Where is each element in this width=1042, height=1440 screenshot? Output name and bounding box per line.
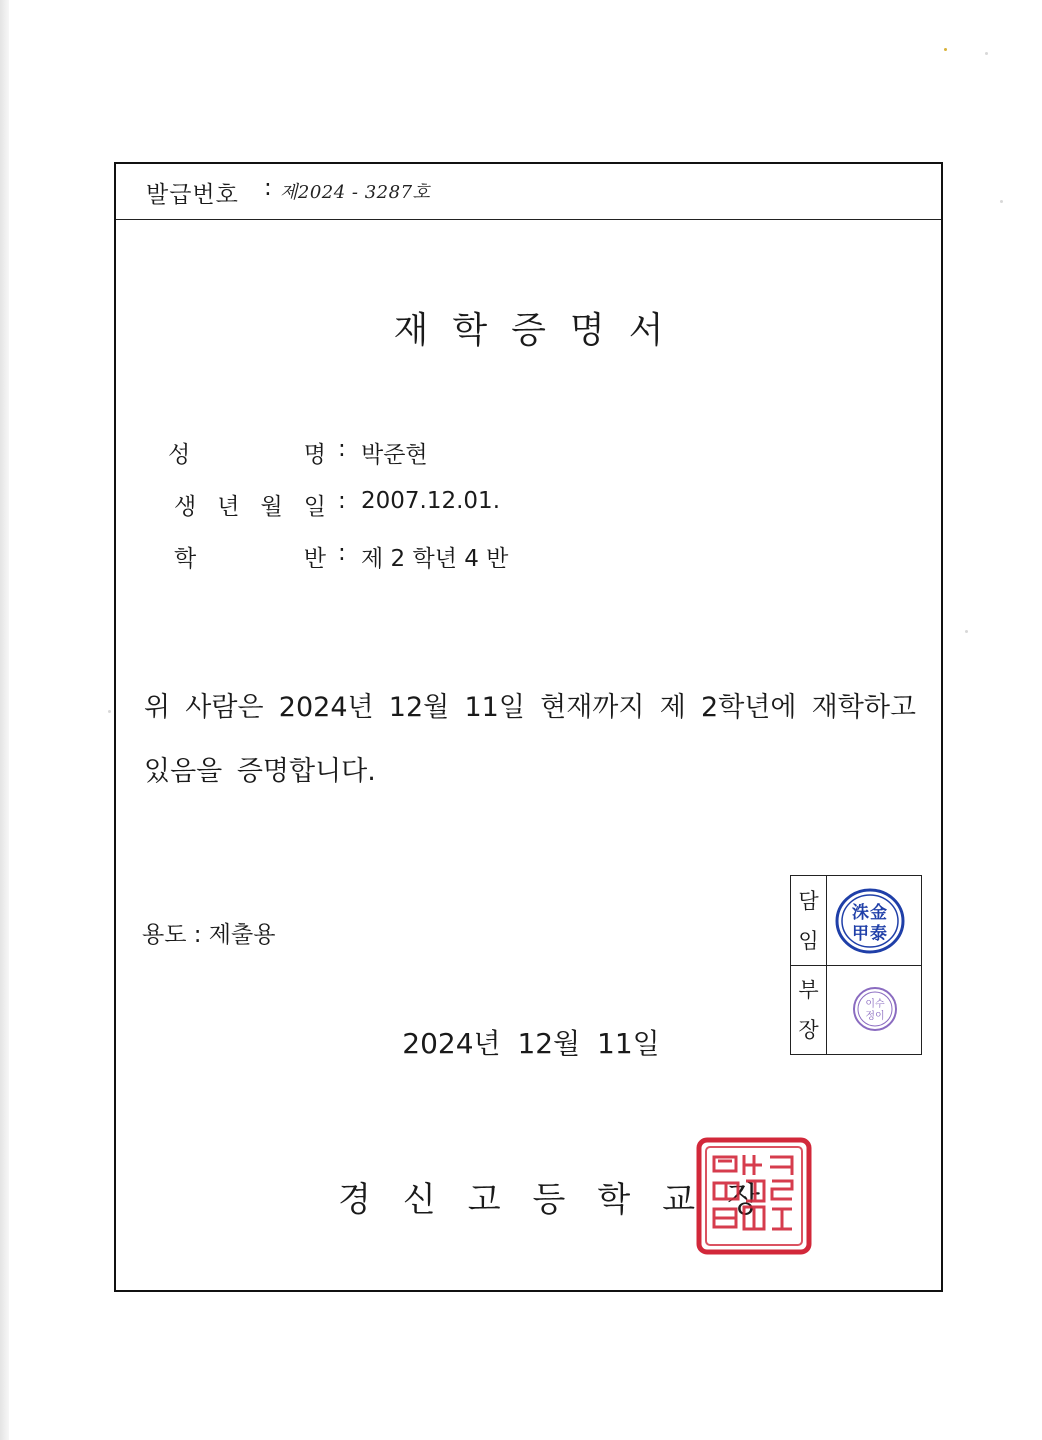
field-birthdate-value: 2007.12.01.	[361, 488, 500, 514]
certificate-frame	[114, 162, 943, 1292]
certification-statement: 위 사람은 2024년 12월 11일 현재까지 제 2학년에 재학하고 있음을 증명합니다.	[144, 692, 916, 787]
label-char: 반	[303, 546, 326, 572]
field-name-label	[168, 436, 326, 469]
scan-speck	[965, 630, 968, 633]
svg-text:甲泰: 甲泰	[852, 924, 888, 944]
scan-speck	[944, 48, 947, 51]
field-name-value: 박준현	[361, 442, 428, 468]
approval-row-homeroom	[791, 876, 921, 966]
label-char: 성	[168, 442, 191, 468]
approval-homeroom-label	[791, 876, 827, 965]
label-char: 담	[798, 888, 819, 913]
label-char: 부	[798, 977, 819, 1002]
label-char: 생	[174, 494, 197, 520]
school-principal-name: 경신고등학교장	[338, 1180, 792, 1220]
field-class-label	[174, 540, 326, 573]
svg-text:이수: 이수	[865, 999, 885, 1010]
issue-number-value: 제2024 - 3287호	[280, 182, 431, 203]
field-colon: :	[338, 436, 346, 462]
document-title: 재학증명서	[393, 310, 688, 351]
usage-line: 용도 : 제출용	[142, 922, 276, 948]
label-char: 명	[303, 442, 326, 468]
label-char: 월	[260, 494, 283, 520]
svg-text:정이: 정이	[865, 1011, 885, 1022]
issue-date: 2024년 12월 11일	[402, 1027, 660, 1060]
homeroom-seal-icon	[834, 887, 906, 955]
field-colon: :	[338, 540, 346, 566]
scan-speck	[1000, 200, 1003, 203]
label-char: 임	[798, 928, 819, 953]
label-char: 장	[798, 1017, 819, 1042]
scan-edge	[0, 0, 9, 1440]
label-char: 일	[303, 494, 326, 520]
scan-speck	[985, 52, 988, 55]
label-char: 학	[174, 546, 197, 572]
school-official-seal-icon	[696, 1137, 812, 1255]
field-class-value: 제 2 학년 4 반	[361, 546, 509, 572]
svg-text:洙金: 洙金	[852, 903, 888, 923]
scan-speck	[108, 710, 111, 713]
issue-number-label: 발급번호	[146, 182, 239, 208]
field-birthdate-label	[174, 488, 326, 521]
field-colon: :	[338, 488, 346, 514]
issue-number-row	[116, 164, 941, 220]
label-char: 년	[217, 494, 240, 520]
issue-number-colon: :	[264, 175, 272, 201]
